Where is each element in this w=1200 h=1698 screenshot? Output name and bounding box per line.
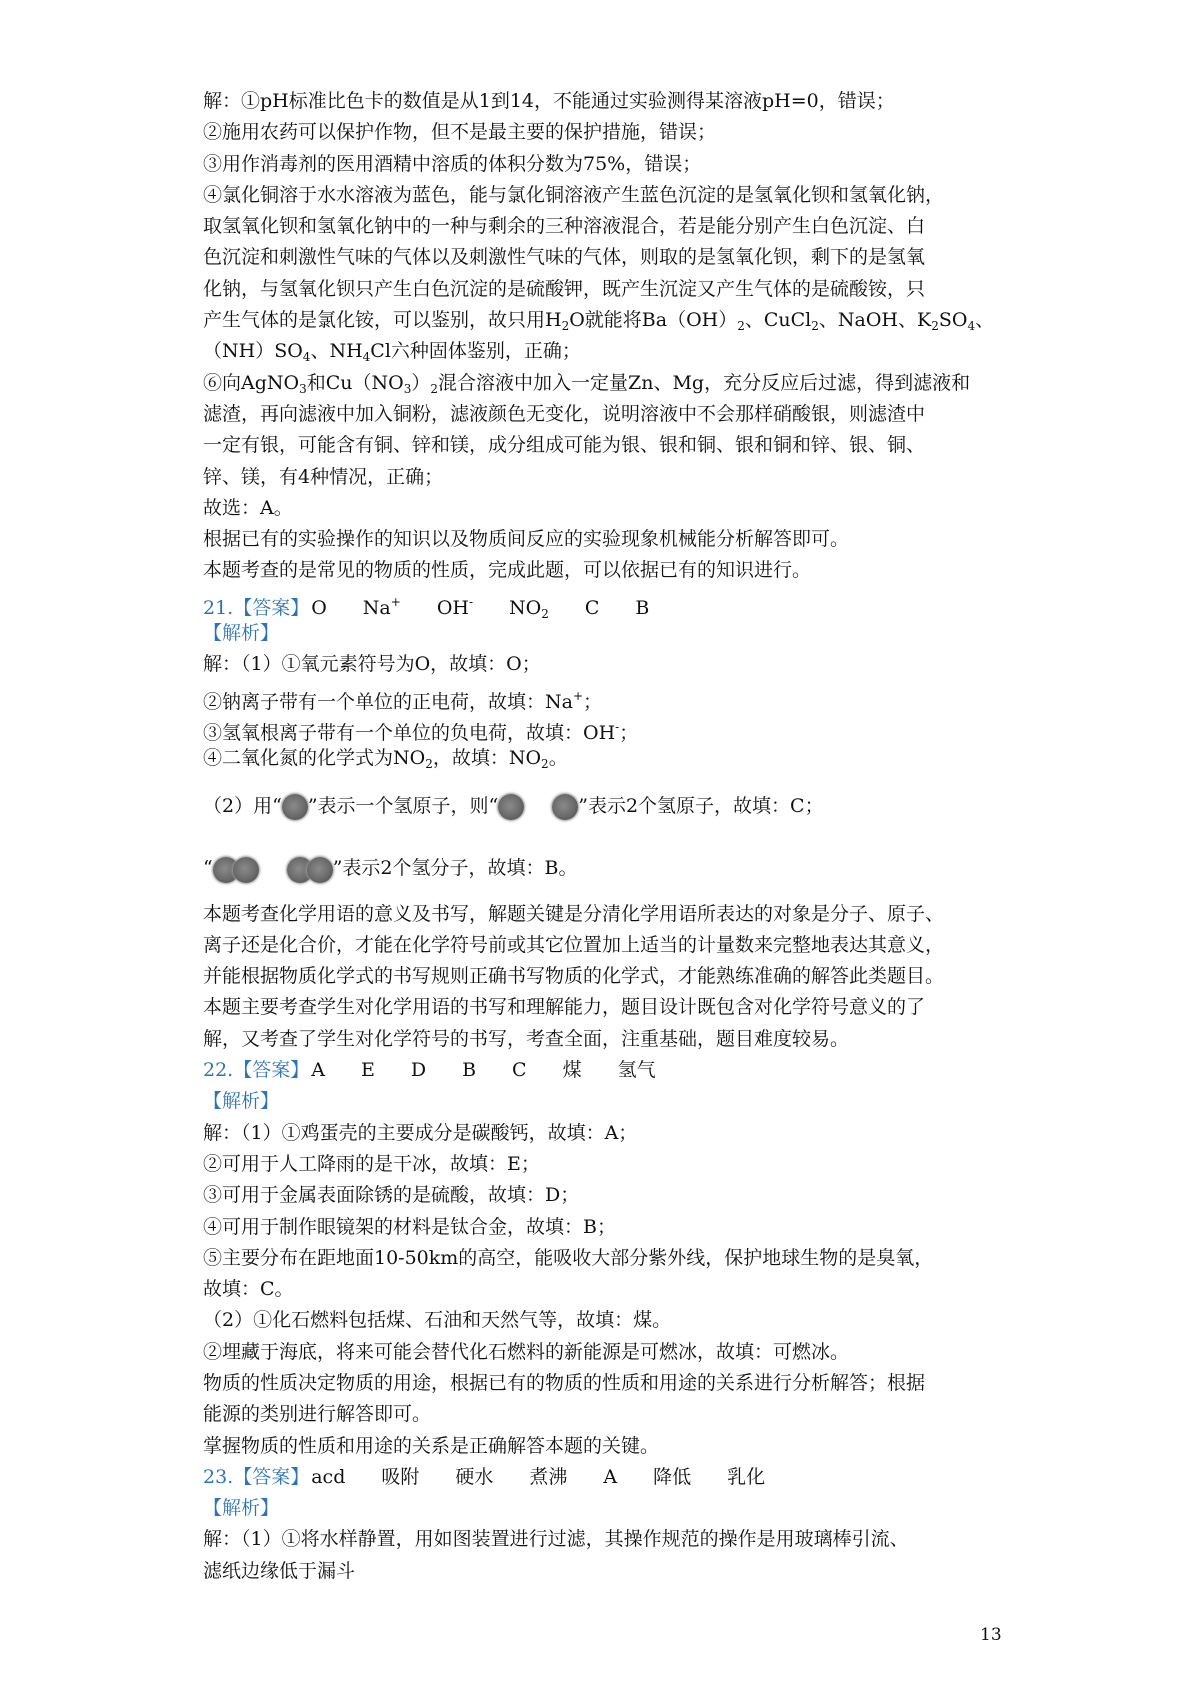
answer-item: 氢气 <box>617 1059 656 1082</box>
text-line: 能源的类别进行解答即可。 <box>203 1403 432 1426</box>
text-line: 故填：C。 <box>203 1278 294 1301</box>
text-line: 锌、镁，有4种情况，正确； <box>203 465 444 488</box>
answer-item: 吸附 <box>381 1465 420 1488</box>
text-line: 解：①pH标准比色卡的数值是从1到14，不能通过实验测得某溶液pH=0，错误； <box>203 90 895 112</box>
text-line: ④氯化铜溶于水水溶液为蓝色，能与氯化铜溶液产生蓝色沉淀的是氢氧化钡和氢氧化钠， <box>203 183 945 206</box>
text-line: 并能根据物质化学式的书写规则正确书写物质的化学式，才能熟练准确的解答此类题目。 <box>203 965 945 988</box>
text-line: 滤渣，再向滤液中加入铜粉，滤液颜色无变化，说明溶液中不会那样硝酸银，则滤渣中 <box>203 402 926 425</box>
answer-item: C <box>512 1059 527 1082</box>
text-line: ②施用农药可以保护作物，但不是最主要的保护措施，错误； <box>203 121 717 144</box>
answer-item: D <box>410 1059 427 1082</box>
answer-item: 乳化 <box>727 1465 766 1488</box>
answer-item: 降低 <box>653 1465 692 1488</box>
answer-item: 硬水 <box>455 1465 494 1488</box>
hydrogen-molecule-line: “ ”表示2个氢分子，故填：B。 <box>203 837 1013 899</box>
answer-item: OH- <box>436 594 474 619</box>
answer-line-21 <box>203 587 1013 621</box>
text-line: 本题主要考查学生对化学用语的书写和理解能力，题目设计既包含对化学符号意义的了 <box>203 996 926 1019</box>
answer-item: 煤 <box>562 1059 582 1082</box>
answer-item: C <box>584 596 600 619</box>
text-line: 色沉淀和刺激性气味的气体以及刺激性气味的气体，则取的是氢氧化钡，剩下的是氢氧 <box>203 246 926 269</box>
text-line: ②钠离子带有一个单位的正电荷，故填：Na+； <box>203 688 603 713</box>
text-line: $(NH)SO_4$、$NH_4Cl$六种固体鉴别，正确； <box>203 340 581 365</box>
answer-item: Na+ <box>362 594 401 619</box>
text-line: 解：（1）①将水样静置，用如图装置进行过滤，其操作规范的操作是用玻璃棒引流、 <box>203 1528 909 1551</box>
answer-item: B <box>462 1059 477 1082</box>
answer-item: E <box>360 1059 375 1082</box>
hydrogen-molecule-icon <box>213 838 259 900</box>
hydrogen-molecule-icon <box>287 838 333 900</box>
text-line: ③氢氧根离子带有一个单位的负电荷，故填：OH-； <box>203 719 639 744</box>
text-line: 物质的性质决定物质的用途，根据已有的物质的性质和用途的关系进行分析解答；根据 <box>203 1371 926 1394</box>
text-line: 一定有银，可能含有铜、锌和镁，成分组成可能为银、银和铜、银和铜和锌、银、铜、 <box>203 434 926 457</box>
text-line: 取氢氧化钡和氢氧化钠中的一种与剩余的三种溶液混合，若是能分别产生白色沉淀、白 <box>203 215 926 238</box>
text-line: 化钠，与氢氧化钡只产生白色沉淀的是硫酸钾，既产生沉淀又产生气体的是硫酸铵，只 <box>203 277 926 300</box>
analysis-label: 【解析】 <box>203 1090 280 1113</box>
answer-line-22 <box>203 1055 1013 1086</box>
answer-label: 23.【答案】 <box>203 1465 310 1488</box>
hydrogen-atom-line: （2）用“ ”表示一个氢原子，则“ ”表示2个氢原子，故填：C； <box>203 775 1013 837</box>
answer-item: $NO_2$ <box>509 596 549 621</box>
hydrogen-atom-icon <box>282 794 308 820</box>
text-line: ②埋藏于海底，将来可能会替代化石燃料的新能源是可燃冰，故填：可燃冰。 <box>203 1340 850 1363</box>
analysis-label: 【解析】 <box>203 1497 280 1520</box>
answer-item: B <box>635 596 650 619</box>
text-line: 故选：A。 <box>203 496 293 519</box>
text-line: ③用作消毒剂的医用酒精中溶质的体积分数为75%，错误； <box>203 152 702 175</box>
text-line: 本题考查的是常见的物质的性质，完成此题，可以依据已有的知识进行。 <box>203 559 812 582</box>
answer-item: A <box>603 1465 618 1488</box>
answer-item: O <box>311 596 327 619</box>
answer-item: A <box>311 1059 325 1082</box>
text-line: ④可用于制作眼镜架的材料是钛合金，故填：B； <box>203 1215 616 1238</box>
answer-line-23 <box>203 1462 1013 1493</box>
text-line: 解，又考查了学生对化学符号的书写，考查全面，注重基础，题目难度较易。 <box>203 1027 850 1050</box>
text-line: ⑤主要分布在距地面10-50km的高空，能吸收大部分紫外线，保护地球生物的是臭氧， <box>203 1246 934 1269</box>
answer-label: 22.【答案】 <box>203 1059 310 1082</box>
answer-item: 煮沸 <box>529 1465 568 1488</box>
text-line: ④二氧化氮的化学式为$NO_2$，故填：$NO_2$。 <box>203 747 568 772</box>
text-line: 滤纸边缘低于漏斗 <box>203 1559 356 1582</box>
text-line: ②可用于人工降雨的是干冰，故填：E； <box>203 1152 540 1175</box>
text-line: 掌握物质的性质和用途的关系是正确解答本题的关键。 <box>203 1434 660 1457</box>
text-line: 产生气体的是氯化铵，可以鉴别，故只用$H_2O$就能将$Ba(OH)_2$、CuCl$_2$、NaOH、$K_2SO_4$、 <box>203 309 995 334</box>
text-line: ⑥向AgNO$_3$和$Cu(NO_3)_2$混合溶液中加入一定量Zn、Mg，充分反应后过滤，得到滤液和 <box>203 371 971 396</box>
hydrogen-atom-icon <box>498 794 524 820</box>
document-body <box>203 86 1013 1587</box>
hydrogen-atom-icon <box>552 794 578 820</box>
answer-label: 21.【答案】 <box>203 596 310 619</box>
text-line: 本题考查化学用语的意义及书写，解题关键是分清化学用语所表达的对象是分子、原子、 <box>203 902 945 925</box>
text-line: 解：（1）①鸡蛋壳的主要成分是碳酸钙，故填：A； <box>203 1121 638 1144</box>
text-line: （2）①化石燃料包括煤、石油和天然气等，故填：煤。 <box>203 1309 672 1332</box>
text-line: 解：（1）①氧元素符号为O，故填：O； <box>203 653 541 676</box>
text-line: 离子还是化合价，才能在化学符号前或其它位置加上适当的计量数来完整地表达其意义， <box>203 933 945 956</box>
page-number: 13 <box>980 1625 1002 1645</box>
text-line: ③可用于金属表面除锈的是硫酸，故填：D； <box>203 1184 580 1207</box>
answer-item: acd <box>311 1465 346 1488</box>
analysis-label: 【解析】 <box>203 622 280 645</box>
text-line: 根据已有的实验操作的知识以及物质间反应的实验现象机械能分析解答即可。 <box>203 528 850 551</box>
